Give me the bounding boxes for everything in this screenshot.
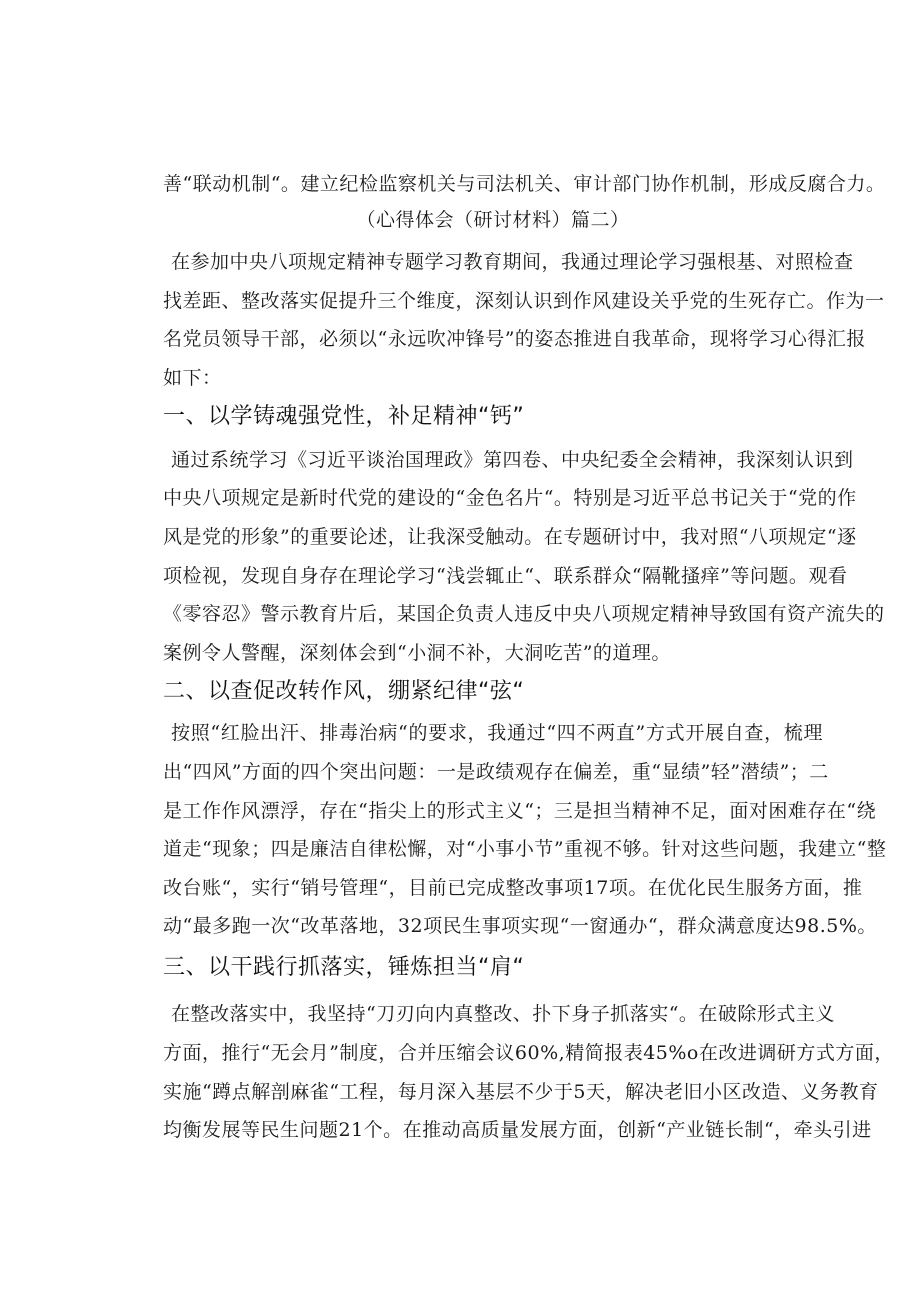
section-heading-2: 二、以查促改转作风，绷紧纪律“弦“	[163, 679, 525, 704]
paragraph-line: 在整改落实中，我坚持“刀刃向内真整改、扑下身子抓落实“。在破除形式主义	[171, 1003, 835, 1025]
paragraph-line: 出“四风”方面的四个突出问题：一是政绩观存在偏差，重“显绩”轻”潜绩”；二	[163, 761, 829, 783]
paragraph-line: 如下：	[163, 367, 222, 389]
paragraph-line: 风是党的形象”的重要论述，让我深受触动。在专题研讨中，我对照“八项规定“逐	[163, 526, 857, 548]
paragraph-line: 在参加中央八项规定精神专题学习教育期间，我通过理论学习强根基、对照检查	[171, 251, 854, 273]
paragraph-line: 名党员领导干部，必须以“永远吹冲锋号”的姿态推进自我革命，现将学习心得汇报	[163, 328, 866, 350]
paragraph-line: 方面，推行“无会月”制度，合并压缩会议60%,精简报表45%o在改进调研方式方面，	[163, 1042, 894, 1064]
section-heading-3: 三、以干践行抓落实，锤炼担当“肩“	[163, 955, 525, 980]
document-subtitle: （心得体会（研讨材料）篇二）	[356, 209, 630, 231]
paragraph-line: 动“最多跑一次“改革落地，32项民生事项实现“一窗通办“，群众满意度达98.5%。	[163, 915, 877, 937]
section-heading-1: 一、以学铸魂强党性，补足精神“钙”	[163, 404, 525, 429]
paragraph-line: 实施“蹲点解剖麻雀“工程，每月深入基层不少于5天，解决老旧小区改造、义务教育	[163, 1081, 879, 1103]
paragraph-line: 中央八项规定是新时代党的建设的“金色名片“。特别是习近平总书记关于“党的作	[163, 487, 857, 509]
paragraph-line: 改台账“，实行“销号管理“，目前已完成整改事项17项。在优化民生服务方面，推	[163, 877, 863, 899]
paragraph-line: 案例令人警醒，深刻体会到“小洞不补，大洞吃苦”的道理。	[163, 642, 671, 664]
paragraph-line: 均衡发展等民生问题21个。在推动高质量发展方面，创新“产业链长制“，牵头引进	[163, 1119, 872, 1141]
paragraph-line: 找差距、整改落实促提升三个维度，深刻认识到作风建设关乎党的生死存亡。作为一	[163, 290, 885, 312]
paragraph-line: 项检视，发现自身存在理论学习“浅尝辄止“、联系群众“隔靴搔痒”等问题。观看	[163, 565, 848, 587]
paragraph-line: 《零容忍》警示教育片后，某国企负责人违反中央八项规定精神导致国有资产流失的	[163, 603, 885, 625]
paragraph-line: 通过系统学习《习近平谈治国理政》第四卷、中央纪委全会精神，我深刻认识到	[171, 449, 854, 471]
paragraph-line: 是工作作风漂浮，存在“指尖上的形式主义“；三是担当精神不足，面对困难存在“绕	[163, 800, 877, 822]
paragraph-line: 按照“红脸出汗、排毒治病“的要求，我通过“四不两直”方式开展自查，梳理	[171, 722, 823, 744]
intro-line: 善“联动机制“。建立纪检监察机关与司法机关、审计部门协作机制，形成反腐合力。	[163, 173, 886, 195]
paragraph-line: 道走“现象；四是廉洁自律松懈，对“小事小节”重视不够。针对这些问题，我建立“整	[163, 838, 887, 860]
